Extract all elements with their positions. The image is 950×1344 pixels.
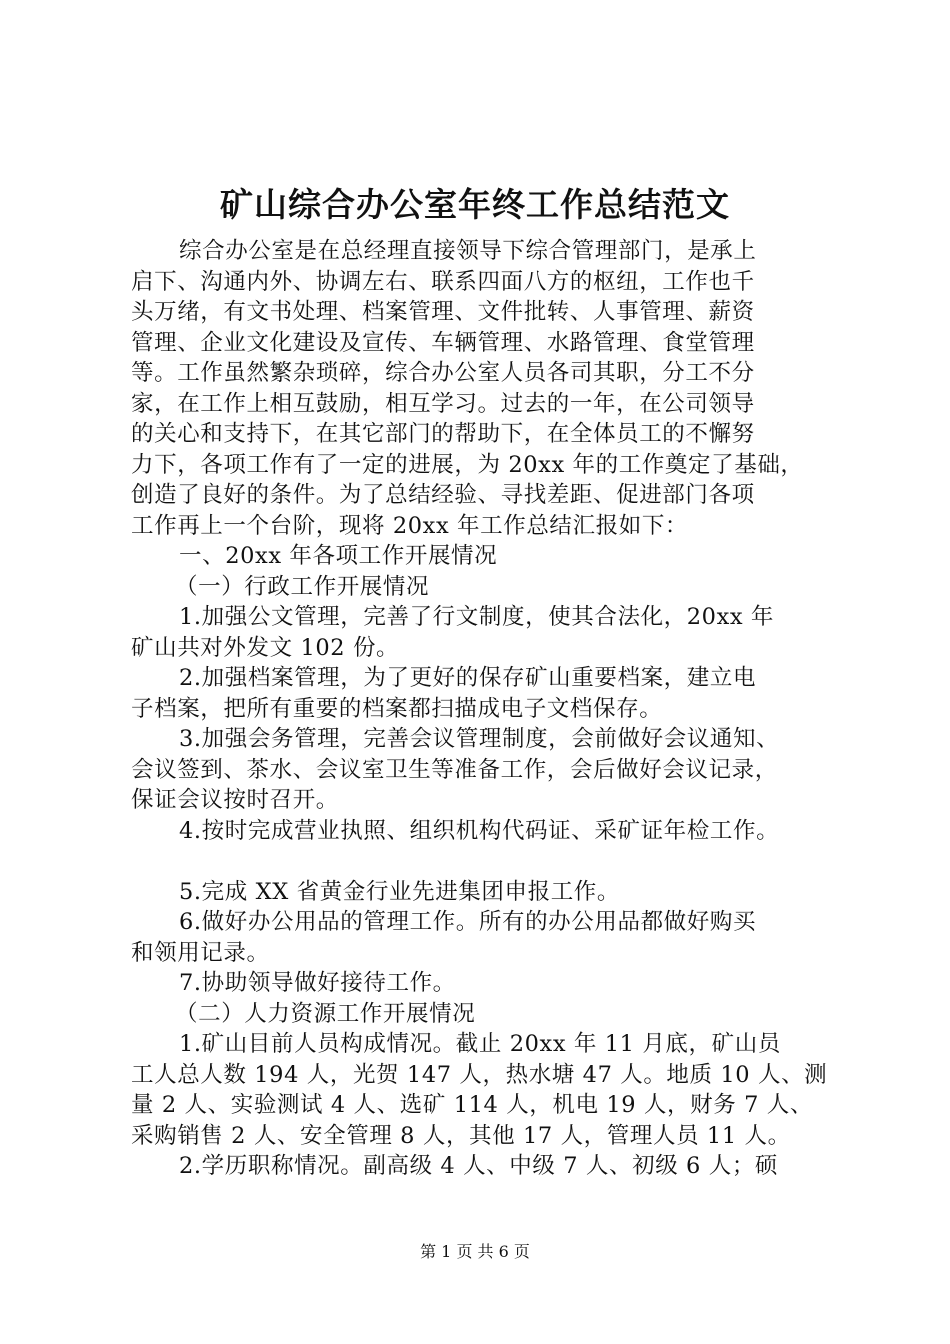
paragraph-line: 等。工作虽然繁杂琐碎，综合办公室人员各司其职，分工不分 <box>131 360 755 386</box>
paragraph-line: 2.加强档案管理，为了更好的保存矿山重要档案，建立电 <box>179 665 757 691</box>
paragraph-line: 量 2 人、实验测试 4 人、选矿 114 人，机电 19 人，财务 7 人、 <box>131 1092 813 1118</box>
paragraph-line: 采购销售 2 人、安全管理 8 人，其他 17 人，管理人员 11 人。 <box>131 1122 791 1149</box>
subsection-heading: （二）人力资源工作开展情况 <box>175 1000 476 1027</box>
paragraph-line: 启下、沟通内外、协调左右、联系四面八方的枢纽，工作也千 <box>131 268 755 295</box>
paragraph-line: 会议签到、茶水、会议室卫生等准备工作，会后做好会议记录， <box>131 756 778 783</box>
document-body <box>131 236 831 1182</box>
paragraph-line: 和领用记录。 <box>131 939 270 966</box>
paragraph-line: 创造了良好的条件。为了总结经验、寻找差距、促进部门各项 <box>131 482 755 508</box>
paragraph-line: 5.完成 XX 省黄金行业先进集团申报工作。 <box>179 878 621 905</box>
paragraph-line: 子档案，把所有重要的档案都扫描成电子文档保存。 <box>131 695 663 722</box>
paragraph-line: 矿山共对外发文 102 份。 <box>131 634 400 661</box>
paragraph-line: 管理、企业文化建设及宣传、车辆管理、水路管理、食堂管理 <box>131 329 755 356</box>
paragraph-line: 6.做好办公用品的管理工作。所有的办公用品都做好购买 <box>179 909 757 935</box>
page-footer: 第 1 页 共 6 页 <box>420 1242 530 1261</box>
paragraph-line: 保证会议按时召开。 <box>131 787 339 813</box>
paragraph-line: 4.按时完成营业执照、组织机构代码证、采矿证年检工作。 <box>179 817 780 844</box>
subsection-heading: （一）行政工作开展情况 <box>175 573 430 600</box>
paragraph-line: 3.加强会务管理，完善会议管理制度，会前做好会议通知、 <box>179 726 780 752</box>
document-title: 矿山综合办公室年终工作总结范文 <box>220 185 730 224</box>
paragraph-line: 1.加强公文管理，完善了行文制度，使其合法化，20xx 年 <box>179 604 775 630</box>
paragraph-line: 家，在工作上相互鼓励，相互学习。过去的一年，在公司领导 <box>131 390 755 417</box>
paragraph-line: 综合办公室是在总经理直接领导下综合管理部门，是承上 <box>179 238 757 264</box>
paragraph-line: 2.学历职称情况。副高级 4 人、中级 7 人、初级 6 人；硕 <box>179 1153 779 1179</box>
paragraph-line: 的关心和支持下，在其它部门的帮助下，在全体员工的不懈努 <box>131 421 755 447</box>
paragraph-line: 7.协助领导做好接待工作。 <box>179 970 456 996</box>
paragraph-line: 工作再上一个台阶，现将 20xx 年工作总结汇报如下： <box>131 512 689 539</box>
paragraph-line: 工人总人数 194 人，光贺 147 人，热水塘 47 人。地质 10 人、测 <box>131 1061 828 1088</box>
paragraph-line: 1.矿山目前人员构成情况。截止 20xx 年 11 月底，矿山员 <box>179 1031 781 1057</box>
paragraph-line: 力下，各项工作有了一定的进展，为 20xx 年的工作奠定了基础， <box>131 451 804 478</box>
blank-line <box>131 846 831 877</box>
section-heading: 一、20xx 年各项工作开展情况 <box>179 543 498 569</box>
paragraph-line: 头万绪，有文书处理、档案管理、文件批转、人事管理、薪资 <box>131 299 755 325</box>
